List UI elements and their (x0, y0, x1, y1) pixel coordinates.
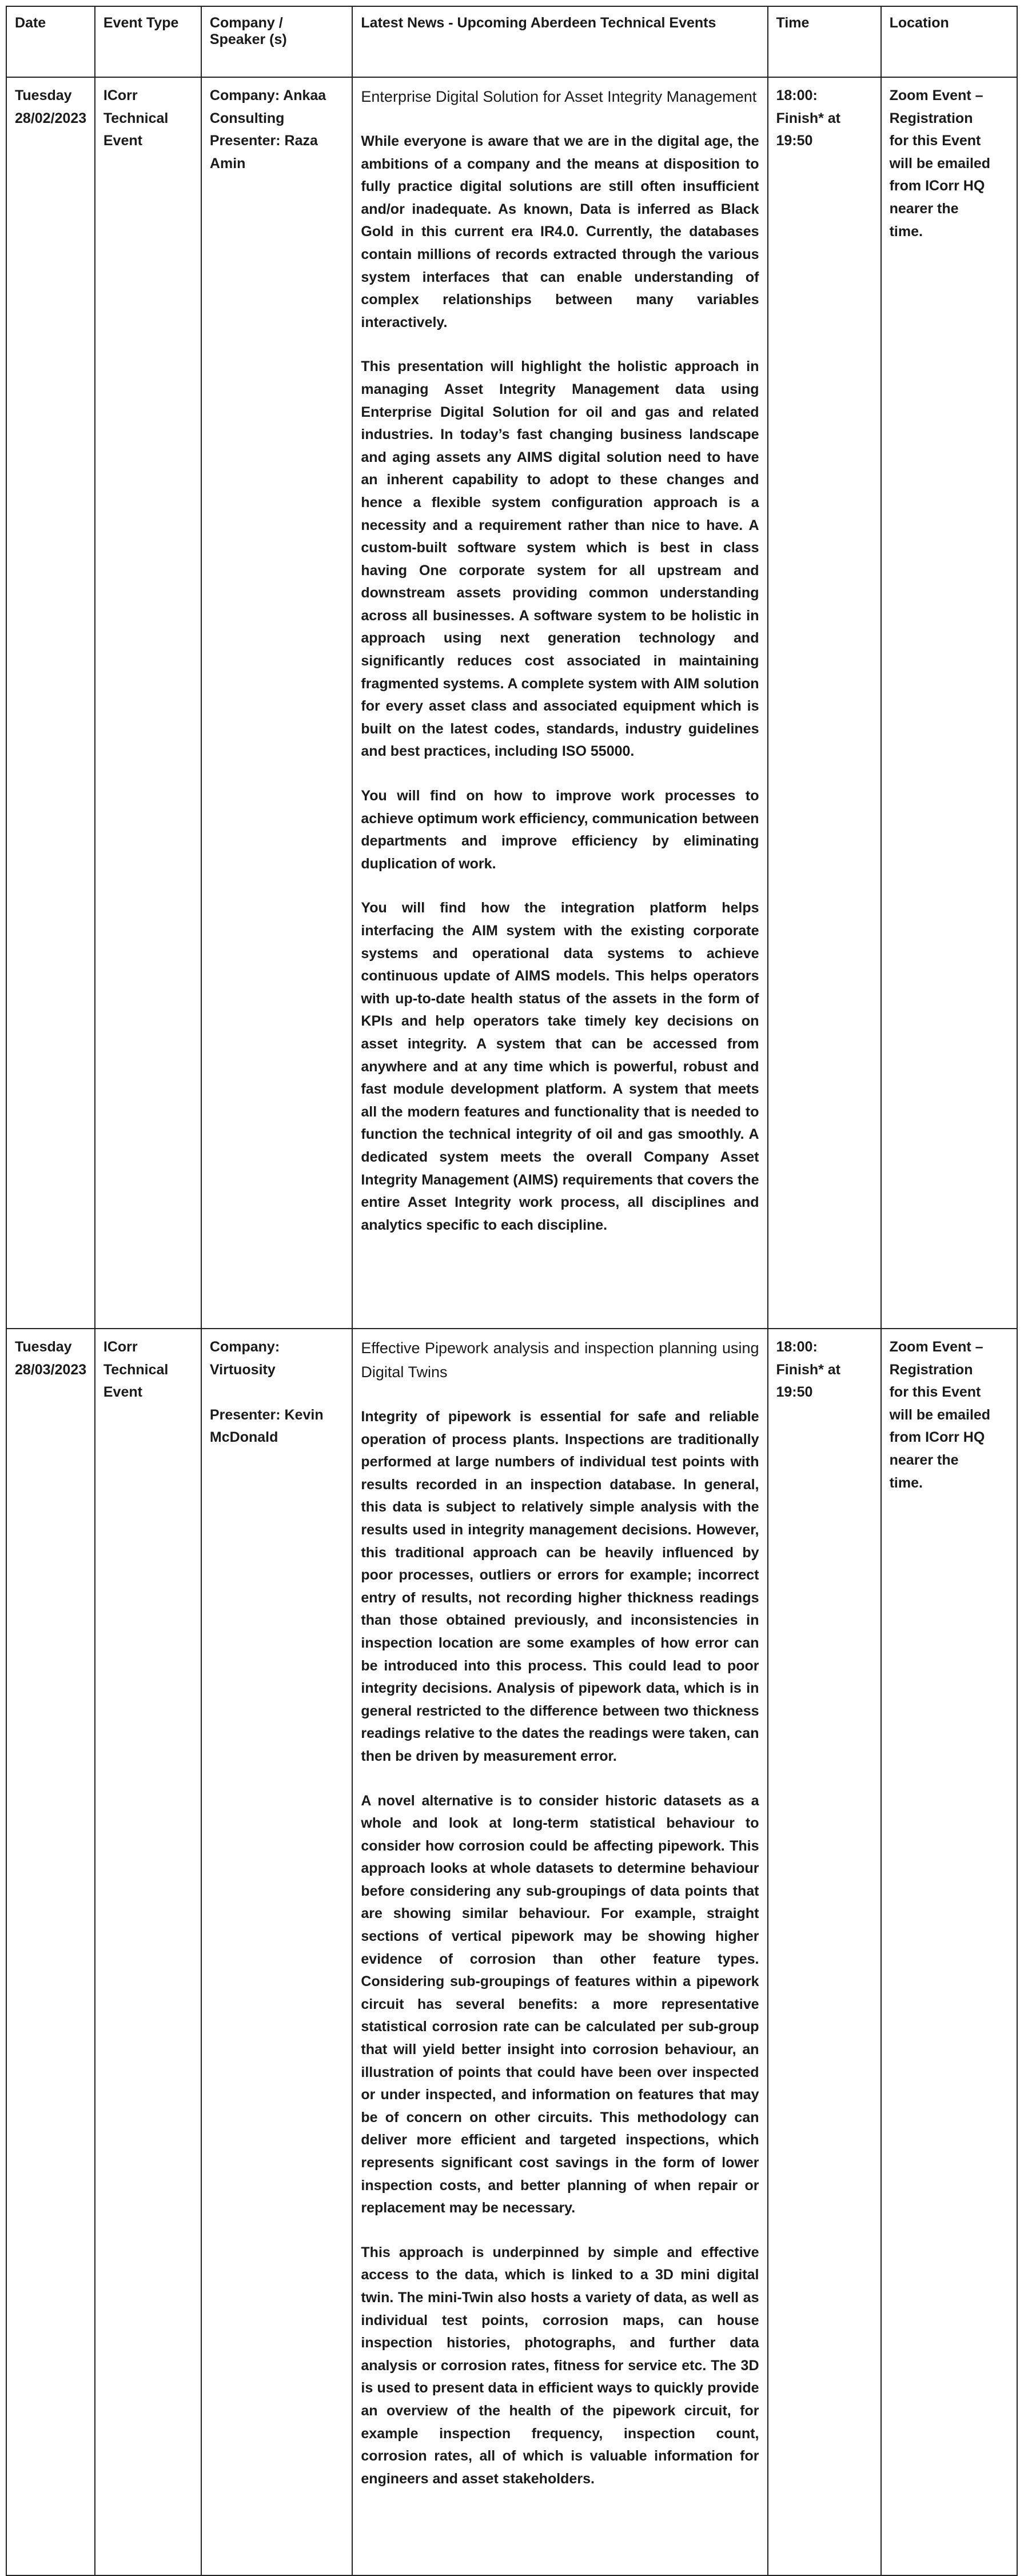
event-paragraph: You will find on how to improve work processes to achieve optimum work efficiency, communication between departments and improve efficiency by eliminating duplication of work. (361, 788, 759, 872)
event-paragraph: This presentation will highlight the holistic approach in managing Asset Integrity Management data using Enterprise Digital Solution for oil and gas and related industries. In today’s fast changing business landscape and aging assets any AIMS digital solution need to have an inherent capability to adopt to these changes and hence a flexible system configuration approach is a necessity and a requirement rather than nice to have. A custom-built software system which is best in class having One corporate system for all upstream and downstream assets providing common understanding across all businesses. A software system to be holistic in approach using next generation technology and significantly reduces cost associated in maintaining fragmented systems. A complete system with AIM solution for every asset class and associated equipment which is built on the latest codes, standards, industry guidelines and best practices, including ISO 55000. (361, 358, 759, 760)
header-company-speaker: Company / Speaker (s) (201, 6, 352, 77)
header-row (6, 6, 1017, 77)
event-date: Tuesday 28/03/2023 (6, 1329, 95, 2575)
event-company-speaker: Company: Virtuosity Presenter: Kevin McDonald (201, 1329, 352, 2575)
event-date: Tuesday 28/02/2023 (6, 77, 95, 1329)
event-title: Effective Pipework analysis and inspection planning using Digital Twins (361, 1339, 759, 1381)
event-company-speaker: Company: Ankaa Consulting Presenter: Raza Amin (201, 77, 352, 1329)
header-time: Time (768, 6, 881, 77)
event-time: 18:00: Finish* at 19:50 (768, 77, 881, 1329)
event-paragraph: This approach is underpinned by simple and effective access to the data, which is linked to a 3D mini digital twin. The mini-Twin also hosts a variety of data, as well as individual test points, corrosion maps, can house inspection histories, photographs, and further data analysis or corrosion rates, fitness for service etc. The 3D is used to present data in efficient ways to quickly provide an overview of the health of the pipework circuit, for example inspection frequency, inspection count, corrosion rates, all of which is valuable information for engineers and asset stakeholders. (361, 2244, 759, 2487)
event-location: Zoom Event – Registration for this Event will be emailed from ICorr HQ nearer the time. (881, 77, 1017, 1329)
header-latest-news: Latest News - Upcoming Aberdeen Technical Events (352, 6, 767, 77)
table-row (6, 1329, 1017, 2575)
event-location: Zoom Event – Registration for this Event will be emailed from ICorr HQ nearer the time. (881, 1329, 1017, 2575)
event-paragraph: Integrity of pipework is essential for safe and reliable operation of process plants. Inspections are traditionally performed at large numbers of individual test points with results recorded in an inspection database. In general, this data is subject to relatively simple analysis with the results used in integrity management decisions. However, this traditional approach can be heavily influenced by poor processes, outliers or errors for example; incorrect entry of results, not recording higher thickness readings than those obtained previously, and inconsistencies in inspection location are some examples of how error can be introduced into this process. This could lead to poor integrity decisions. Analysis of pipework data, which is in general restricted to the difference between two thickness readings relative to the dates the readings were taken, can then be driven by measurement error. (361, 1409, 759, 1764)
event-type: ICorr Technical Event (95, 77, 201, 1329)
events-table (6, 6, 1018, 2576)
table-row (6, 77, 1017, 1329)
event-paragraph: A novel alternative is to consider historic datasets as a whole and look at long-term statistical behaviour to consider how corrosion could be affecting pipework. This approach looks at whole datasets to determine behaviour before considering any sub-groupings of data points that are showing similar behaviour. For example, straight sections of vertical pipework may be showing higher evidence of corrosion than other feature types. Considering sub-groupings of features within a pipework circuit has several benefits: a more representative statistical corrosion rate can be calculated per sub-group that will yield better insight into corrosion behaviour, an illustration of points that could have been over inspected or under inspected, and information on features that may be of concern on other circuits. This methodology can deliver more efficient and targeted inspections, which represents significant cost savings in the form of lower inspection costs, and better planning of when repair or replacement may be necessary. (361, 1792, 759, 2216)
header-event-type: Event Type (95, 6, 201, 77)
event-news-cell (352, 1329, 767, 2575)
event-news-cell (352, 77, 767, 1329)
event-paragraph: While everyone is aware that we are in the digital age, the ambitions of a company and the means at disposition to fully practice digital solutions are still often insufficient and/or inadequate. As known, Data is inferred as Black Gold in this current era IR4.0. Currently, the databases contain millions of records extracted through the various system interfaces that can enable understanding of complex relationships between many variables interactively. (361, 133, 759, 330)
event-title: Enterprise Digital Solution for Asset Integrity Management (361, 88, 757, 105)
header-location: Location (881, 6, 1017, 77)
event-type: ICorr Technical Event (95, 1329, 201, 2575)
event-paragraph: You will find how the integration platform helps interfacing the AIM system with the existing corporate systems and operational data systems to achieve continuous update of AIMS models. This helps operators with up-to-date health status of the assets in the form of KPIs and help operators take timely key decisions on asset integrity. A system that can be accessed from anywhere and at any time which is powerful, robust and fast module development platform. A system that meets all the modern features and functionality that is needed to function the technical integrity of oil and gas smoothly. A dedicated system meets the overall Company Asset Integrity Management (AIMS) requirements that covers the entire Asset Integrity work process, all disciplines and analytics specific to each discipline. (361, 900, 759, 1233)
header-date: Date (6, 6, 95, 77)
event-time: 18:00: Finish* at 19:50 (768, 1329, 881, 2575)
